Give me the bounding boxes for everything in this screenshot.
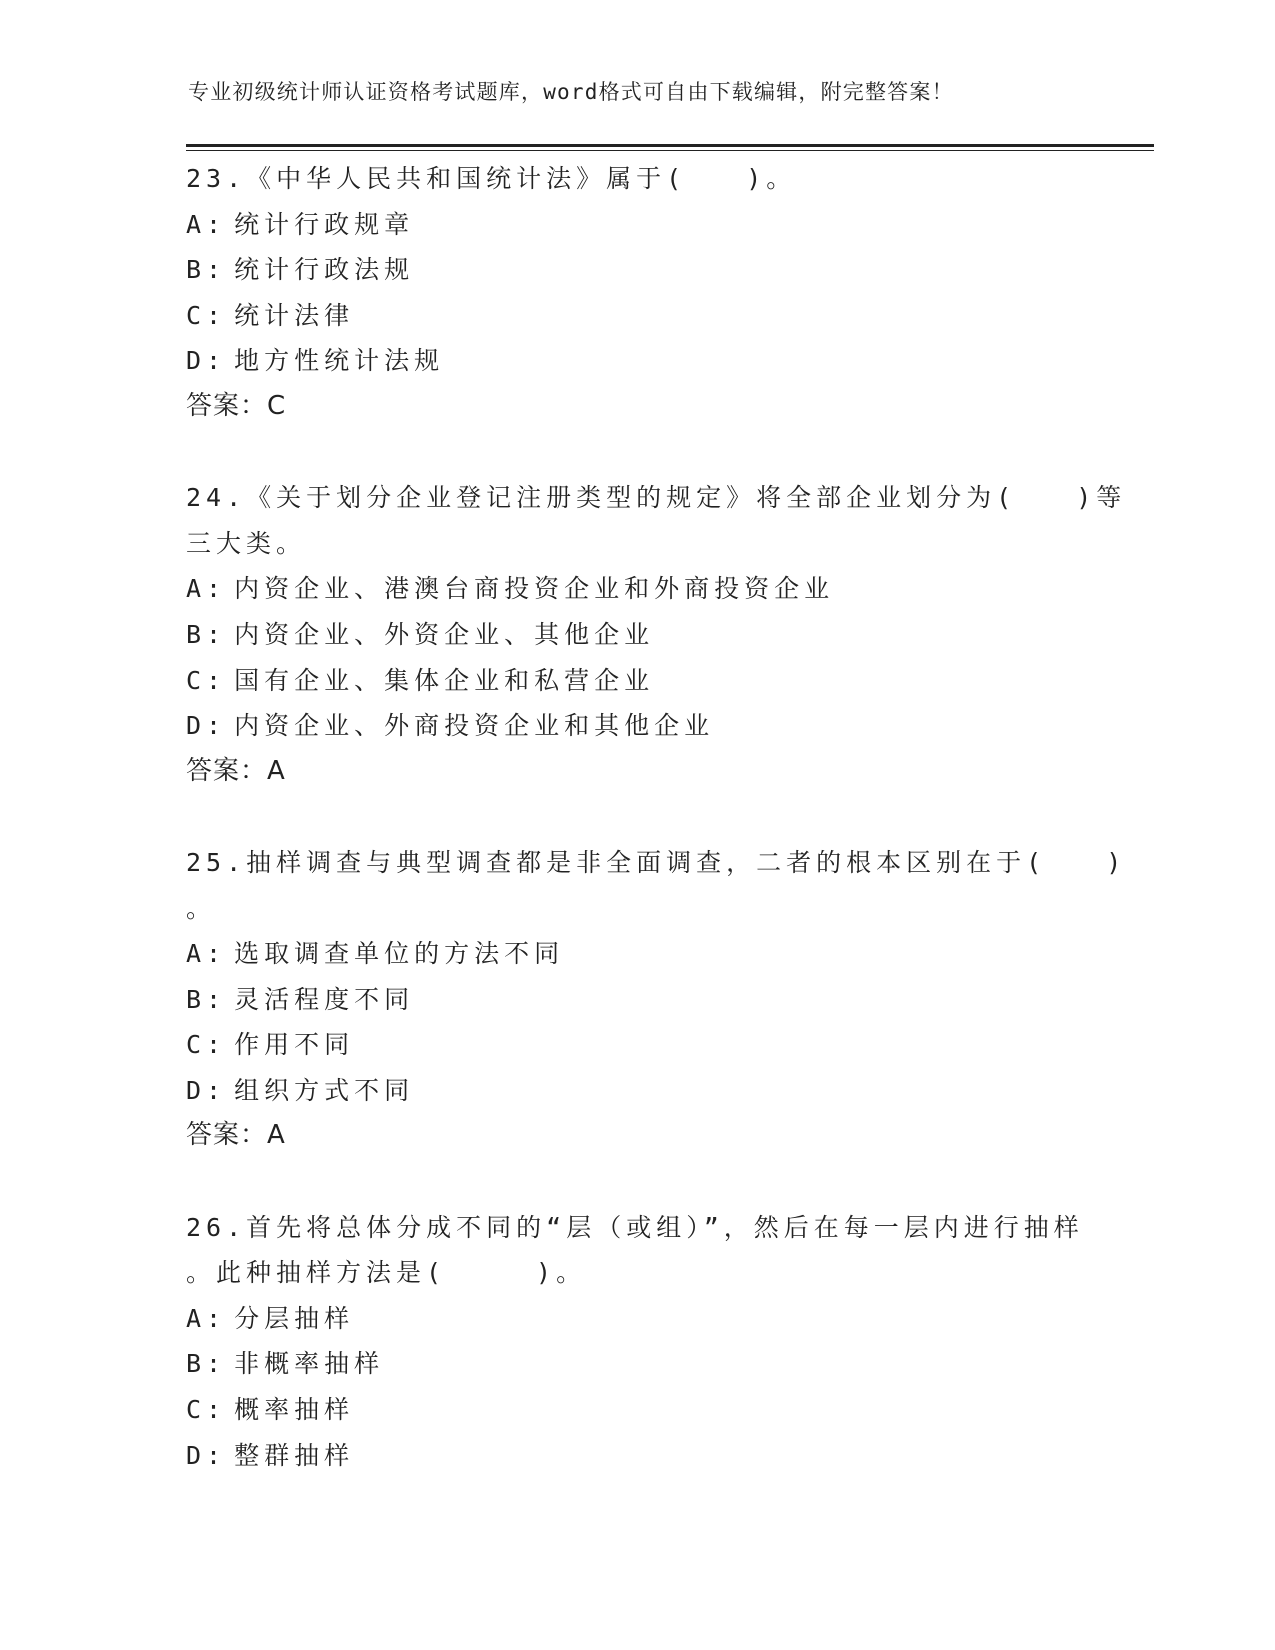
option-key: D:: [186, 346, 227, 376]
question-stem-continued: 。: [186, 893, 217, 923]
option-text: 选取调查单位的方法不同: [234, 939, 565, 969]
question-stem: 26.首先将总体分成不同的“层（或组）”，然后在每一层内进行抽样: [186, 1212, 1084, 1242]
header-rule-thin: [186, 150, 1154, 151]
question-stem-continued: 三大类。: [186, 528, 307, 558]
option-text: 灵活程度不同: [234, 984, 415, 1014]
option-text: 内资企业、外资企业、其他企业: [234, 619, 655, 649]
option-d: [186, 1433, 1086, 1479]
option-key: B:: [186, 984, 227, 1014]
option-key: A:: [186, 209, 227, 239]
question-list: [186, 156, 1127, 1478]
question-26: [186, 1205, 1086, 1479]
option-key: B:: [186, 255, 227, 285]
option-key: D:: [186, 711, 227, 741]
option-b: [186, 612, 1086, 658]
question-23: [186, 156, 1086, 430]
answer: 答案：A: [186, 755, 286, 786]
option-text: 地方性统计法规: [234, 346, 445, 376]
option-d: [186, 338, 1086, 384]
option-key: B:: [186, 619, 227, 649]
question-25: [186, 840, 1127, 1159]
option-key: B:: [186, 1349, 227, 1379]
option-d: [186, 1068, 1086, 1114]
option-key: A:: [186, 939, 227, 969]
question-stem: 23.《中华人民共和国统计法》属于( )。: [186, 164, 797, 193]
option-text: 分层抽样: [234, 1303, 355, 1333]
question-stem-continued: 。此种抽样方法是( )。: [186, 1258, 587, 1288]
option-key: A:: [186, 574, 227, 604]
option-text: 国有企业、集体企业和私营企业: [234, 665, 655, 695]
option-text: 内资企业、港澳台商投资企业和外商投资企业: [234, 574, 835, 604]
option-text: 内资企业、外商投资企业和其他企业: [234, 711, 715, 741]
option-text: 组织方式不同: [234, 1075, 415, 1105]
option-text: 整群抽样: [234, 1440, 355, 1470]
answer: 答案：A: [186, 1120, 286, 1151]
option-key: D:: [186, 1440, 227, 1470]
option-key: C:: [186, 665, 227, 695]
option-text: 作用不同: [234, 1030, 355, 1060]
option-c: [186, 1387, 1086, 1433]
option-text: 统计法律: [234, 300, 355, 330]
option-text: 非概率抽样: [234, 1349, 385, 1379]
option-text: 概率抽样: [234, 1395, 355, 1425]
answer: 答案：C: [186, 390, 287, 421]
header-rule-thick: [186, 144, 1154, 147]
option-a: [186, 1296, 1086, 1342]
page-header: 专业初级统计师认证资格考试题库，word格式可自由下载编辑，附完整答案！: [188, 80, 954, 104]
option-d: [186, 703, 1086, 749]
option-key: C:: [186, 300, 227, 330]
option-a: [186, 931, 1086, 977]
option-key: C:: [186, 1395, 227, 1425]
option-b: [186, 247, 1086, 293]
option-c: [186, 293, 1086, 339]
option-c: [186, 1022, 1086, 1068]
option-key: C:: [186, 1030, 227, 1060]
question-stem: 25.抽样调查与典型调查都是非全面调查，二者的根本区别在于( ): [186, 847, 1127, 877]
option-b: [186, 977, 1086, 1023]
question-stem: 24.《关于划分企业登记注册类型的规定》将全部企业划分为( )等: [186, 483, 1127, 513]
option-a: [186, 202, 1086, 248]
option-text: 统计行政法规: [234, 255, 415, 285]
option-key: A:: [186, 1303, 227, 1333]
option-text: 统计行政规章: [234, 209, 415, 239]
question-24: [186, 475, 1127, 794]
option-c: [186, 658, 1086, 704]
option-b: [186, 1341, 1086, 1387]
option-a: [186, 566, 1086, 612]
option-key: D:: [186, 1075, 227, 1105]
